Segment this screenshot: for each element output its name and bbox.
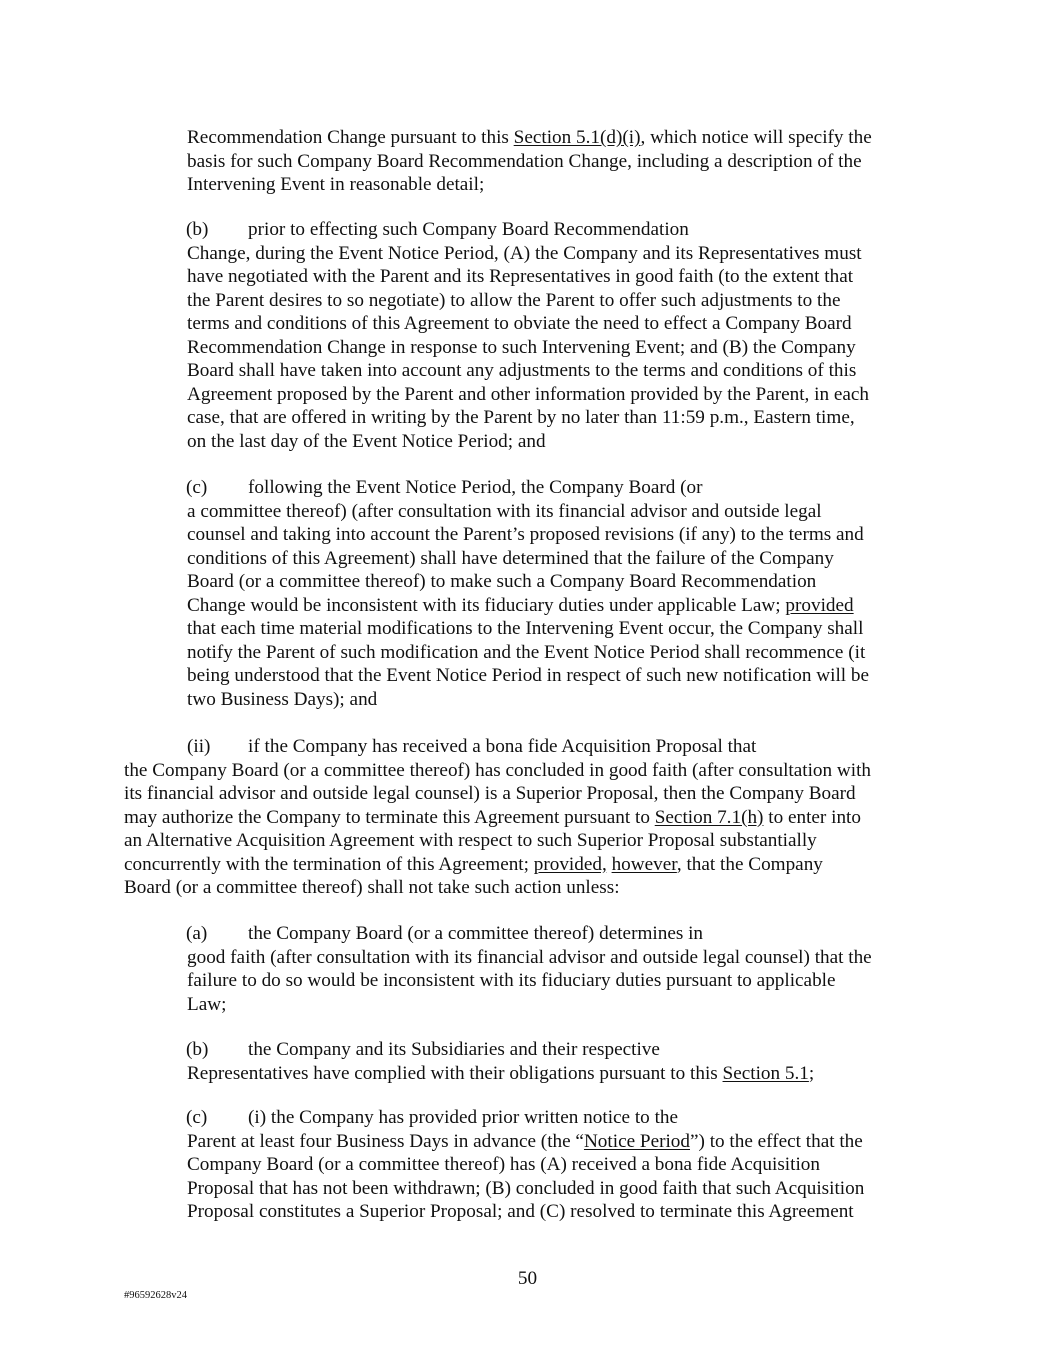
text-line bbox=[187, 126, 872, 150]
underlined-reference: Notice Period bbox=[583, 1130, 690, 1152]
text-line bbox=[124, 853, 871, 877]
text-line bbox=[187, 383, 869, 407]
underlined-reference: however bbox=[611, 853, 677, 875]
text-run: may authorize the Company to terminate this Agreement pursuant to bbox=[124, 806, 655, 828]
text-run: the Company and its Subsidiaries and their respective bbox=[248, 1039, 660, 1060]
document-id: #96592628v24 bbox=[124, 1290, 187, 1301]
text-run: two Business Days); and bbox=[187, 688, 378, 710]
clause-label: (b) bbox=[186, 219, 209, 240]
text-run: being understood that the Event Notice Period in respect of such new notification will be bbox=[187, 665, 870, 686]
text-line bbox=[187, 289, 869, 313]
text-run: counsel and taking into account the Parent’s proposed revisions (if any) to the terms and bbox=[187, 524, 864, 545]
clause-label: (c) bbox=[186, 1107, 208, 1128]
text-line bbox=[187, 336, 869, 360]
paragraph-c-event-notice-period bbox=[187, 476, 869, 711]
text-line bbox=[187, 594, 869, 618]
text-run: Board shall have taken into account any adjustments to the terms and conditions of this bbox=[187, 360, 857, 381]
text-line bbox=[124, 876, 871, 900]
text-run: Proposal constitutes a Superior Proposal; and (C) resolved to terminate this Agreement bbox=[187, 1201, 854, 1222]
text-line bbox=[187, 688, 869, 712]
text-run: the Parent desires to so negotiate) to allow the Parent to offer such adjustments to the bbox=[187, 289, 841, 311]
text-line bbox=[187, 1130, 864, 1154]
text-run: Company Board (or a committee thereof) has (A) received a bona fide Acquisition bbox=[187, 1154, 820, 1175]
text-line bbox=[124, 806, 871, 830]
text-run: , that the Company bbox=[676, 853, 823, 875]
text-run: the Company Board (or a committee thereof) determines in bbox=[248, 923, 704, 944]
text-line bbox=[187, 406, 869, 430]
text-line bbox=[187, 617, 869, 641]
text-line bbox=[187, 1177, 864, 1201]
text-run: the Company Board (or a committee thereof) has concluded in good faith (after consultation with bbox=[124, 759, 872, 781]
text-run: Recommendation Change in response to such Intervening Event; and (B) the Company bbox=[187, 336, 856, 358]
text-run: to enter into bbox=[763, 806, 861, 828]
text-run: its financial advisor and outside legal counsel) is a Superior Proposal, then the Company Board bbox=[124, 783, 856, 804]
text-run: ”) to the effect that the bbox=[690, 1130, 863, 1152]
paragraph-b-compliance bbox=[187, 1038, 814, 1085]
paragraph-a-fiduciary-duties bbox=[187, 922, 872, 1016]
text-run: failure to do so would be inconsistent with its fiduciary duties pursuant to applicable bbox=[187, 970, 836, 991]
text-line bbox=[187, 1153, 864, 1177]
text-run: case, that are offered in writing by the Parent by no later than 11:59 p.m., Eastern time, bbox=[187, 407, 855, 428]
text-run: Change would be inconsistent with its fiduciary duties under applicable Law; bbox=[187, 594, 786, 616]
text-line bbox=[124, 829, 871, 853]
text-line bbox=[187, 641, 869, 665]
text-line bbox=[124, 759, 871, 783]
text-run: basis for such Company Board Recommendation Change, including a description of the bbox=[187, 150, 862, 172]
paragraph-b-negotiation bbox=[187, 218, 869, 453]
text-line bbox=[187, 1038, 814, 1062]
text-run: notify the Parent of such modification and the Event Notice Period shall recommence (it bbox=[187, 641, 866, 663]
text-line bbox=[187, 664, 869, 688]
text-run: (i) the Company has provided prior written notice to the bbox=[248, 1107, 679, 1128]
text-line bbox=[187, 500, 869, 524]
text-line bbox=[187, 922, 872, 946]
text-run: a committee thereof) (after consultation with its financial advisor and outside legal bbox=[187, 500, 822, 522]
underlined-reference: Section 5.1 bbox=[722, 1062, 809, 1084]
text-line bbox=[124, 735, 871, 759]
text-run: Recommendation Change pursuant to this bbox=[187, 127, 514, 148]
clause-label: (b) bbox=[186, 1039, 209, 1060]
text-line bbox=[187, 265, 869, 289]
text-run: , which notice will specify the bbox=[640, 127, 872, 148]
text-line bbox=[187, 173, 872, 197]
text-run: ; bbox=[808, 1062, 815, 1084]
text-run: Change, during the Event Notice Period, (A) the Company and its Representatives must bbox=[187, 242, 862, 264]
text-run: good faith (after consultation with its financial advisor and outside legal counsel) that the bbox=[187, 946, 872, 968]
text-line bbox=[187, 1062, 814, 1086]
text-run: an Alternative Acquisition Agreement with respect to such Superior Proposal substantially bbox=[124, 830, 817, 851]
text-line bbox=[187, 946, 872, 970]
text-run: terms and conditions of this Agreement to obviate the need to effect a Company Board bbox=[187, 313, 852, 334]
text-line bbox=[187, 969, 872, 993]
text-line bbox=[124, 782, 871, 806]
text-line bbox=[187, 523, 869, 547]
text-run: Intervening Event in reasonable detail; bbox=[187, 174, 485, 195]
text-line bbox=[187, 430, 869, 454]
text-run: Parent at least four Business Days in advance (the “ bbox=[187, 1130, 584, 1152]
text-run: Board (or a committee thereof) to make such a Company Board Recommendation bbox=[187, 571, 817, 592]
text-line bbox=[187, 570, 869, 594]
text-line bbox=[187, 476, 869, 500]
text-line bbox=[187, 242, 869, 266]
text-run: Agreement proposed by the Parent and other information provided by the Parent, in each bbox=[187, 383, 870, 405]
text-run: have negotiated with the Parent and its Representatives in good faith (to the extent that bbox=[187, 266, 854, 287]
text-run: Law; bbox=[187, 993, 227, 1015]
paragraph-c-notice-period bbox=[187, 1106, 864, 1224]
text-line bbox=[187, 359, 869, 383]
text-line bbox=[187, 150, 872, 174]
paragraph-ii-superior-proposal bbox=[124, 735, 871, 900]
text-run: Representatives have complied with their obligations pursuant to this bbox=[187, 1062, 723, 1084]
text-line bbox=[187, 547, 869, 571]
underlined-reference: provided bbox=[785, 594, 854, 616]
text-run: on the last day of the Event Notice Period; and bbox=[187, 430, 546, 452]
text-run: Proposal that has not been withdrawn; (B) concluded in good faith that such Acquisition bbox=[187, 1177, 865, 1199]
text-run: following the Event Notice Period, the Company Board (or bbox=[248, 477, 703, 498]
text-run: concurrently with the termination of this Agreement; bbox=[124, 853, 534, 875]
text-run: conditions of this Agreement) shall have determined that the failure of the Company bbox=[187, 547, 834, 569]
text-line bbox=[187, 218, 869, 242]
clause-label: (a) bbox=[186, 923, 208, 944]
text-run: Board (or a committee thereof) shall not take such action unless: bbox=[124, 877, 620, 898]
clause-label: (c) bbox=[186, 477, 208, 498]
text-line bbox=[187, 993, 872, 1017]
text-line bbox=[187, 1200, 864, 1224]
underlined-reference: Section 5.1(d)(i) bbox=[513, 127, 641, 148]
text-line bbox=[187, 312, 869, 336]
text-line bbox=[187, 1106, 864, 1130]
text-run: prior to effecting such Company Board Recommendation bbox=[248, 219, 689, 240]
paragraph-recommendation-change-notice bbox=[187, 126, 872, 197]
underlined-reference: Section 7.1(h) bbox=[654, 806, 764, 828]
text-run: that each time material modifications to the Intervening Event occur, the Company shall bbox=[187, 618, 864, 639]
text-run: if the Company has received a bona fide Acquisition Proposal that bbox=[248, 736, 757, 757]
page-number: 50 bbox=[517, 1268, 538, 1289]
clause-label: (ii) bbox=[187, 736, 211, 757]
underlined-reference: provided, bbox=[533, 853, 607, 875]
